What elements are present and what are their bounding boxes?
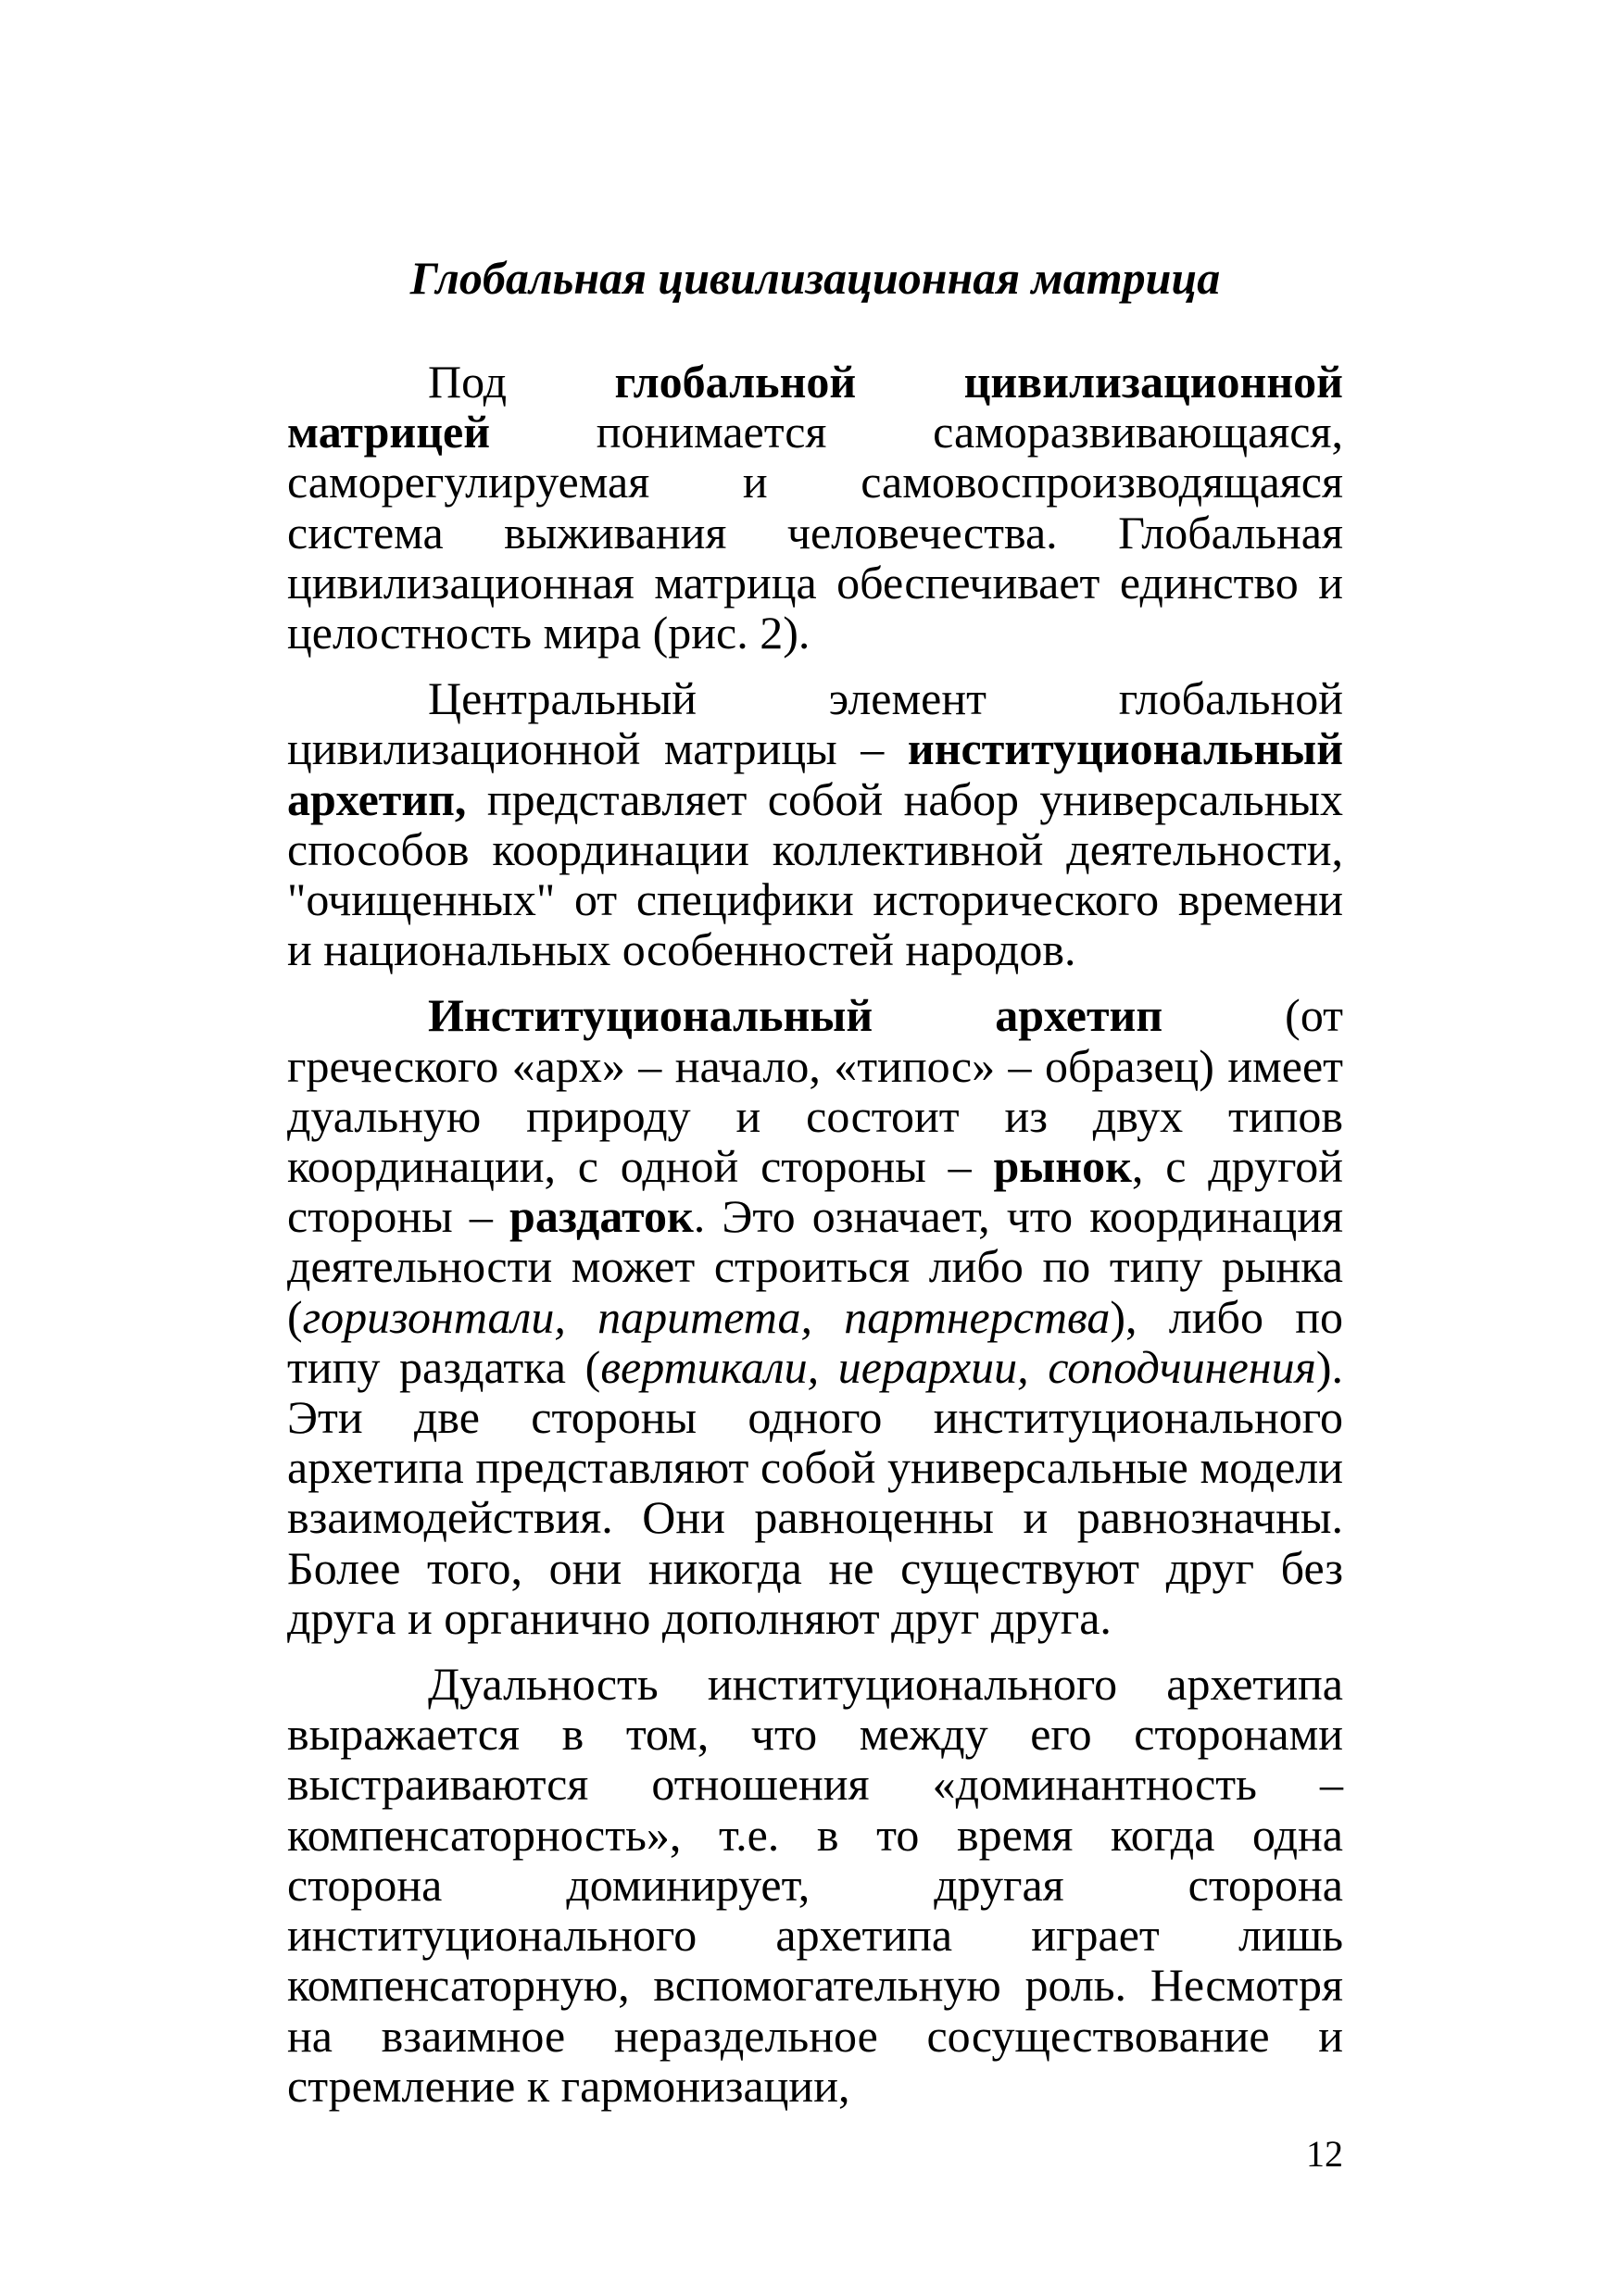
bold-term: Институциональный архетип <box>428 989 1163 1042</box>
paragraph <box>287 673 1343 974</box>
text-run: Дуальность институционального архетипа выражается в том, что между его сторонами выстраиваются отношения «доминантность – компенсаторность», т.е. в то время когда одна сторона доминирует, другая сторона институционального архетипа играет лишь компенсаторную, вспомогательную роль. Несмотря на взаимное нераздельное сосуществование и стремление к гармонизации, <box>287 1658 1343 2112</box>
text-run: ), либо по типу раздатка ( <box>287 1290 1343 1393</box>
paragraph <box>287 990 1343 1643</box>
paragraph <box>287 1659 1343 2111</box>
text-run: понимается саморазвивающаяся, саморегулируемая и самовоспроизводящаяся система выживания человечества. Глобальная цивилизационная матрица обеспечивает единство и целостность мира (рис. 2). <box>287 406 1343 659</box>
italic-phrase: вертикали, иерархии, соподчинения <box>600 1340 1316 1393</box>
bold-term: рынок <box>993 1140 1132 1193</box>
bold-term: глобальной цивилизационной матрицей <box>287 356 1343 458</box>
bold-term: институциональный архетип, <box>287 722 1343 825</box>
body-text <box>287 357 1343 2127</box>
page-number: 12 <box>1306 2133 1343 2175</box>
text-run: , с другой стороны – <box>287 1140 1343 1243</box>
bold-term: раздаток <box>509 1190 694 1243</box>
italic-phrase: горизонтали, паритета, партнерства <box>302 1290 1111 1343</box>
section-heading: Глобальная цивилизационная матрица <box>409 252 1221 304</box>
text-run: . Это означает, что координация деятельности может строиться либо по типу рынка ( <box>287 1190 1343 1343</box>
text-run: ). Эти две стороны одного институционального архетипа представляют собой универсальные модели взаимодействия. Они равноценны и равнозначны. Более того, они никогда не существуют друг без друга и органично дополняют друг друга. <box>287 1340 1343 1644</box>
text-run: Под <box>428 356 615 408</box>
text-run: (от греческого «арх» – начало, «типос» – образец) имеет дуальную природу и состоит из двух типов координации, с одной стороны – <box>287 989 1344 1193</box>
text-run: Центральный элемент глобальной цивилизационной матрицы – <box>287 672 1343 775</box>
text-run: представляет собой набор универсальных способов координации коллективной деятельности, "очищенных" от специфики исторического времени и национальных особенностей народов. <box>287 772 1343 976</box>
paragraph <box>287 357 1343 658</box>
